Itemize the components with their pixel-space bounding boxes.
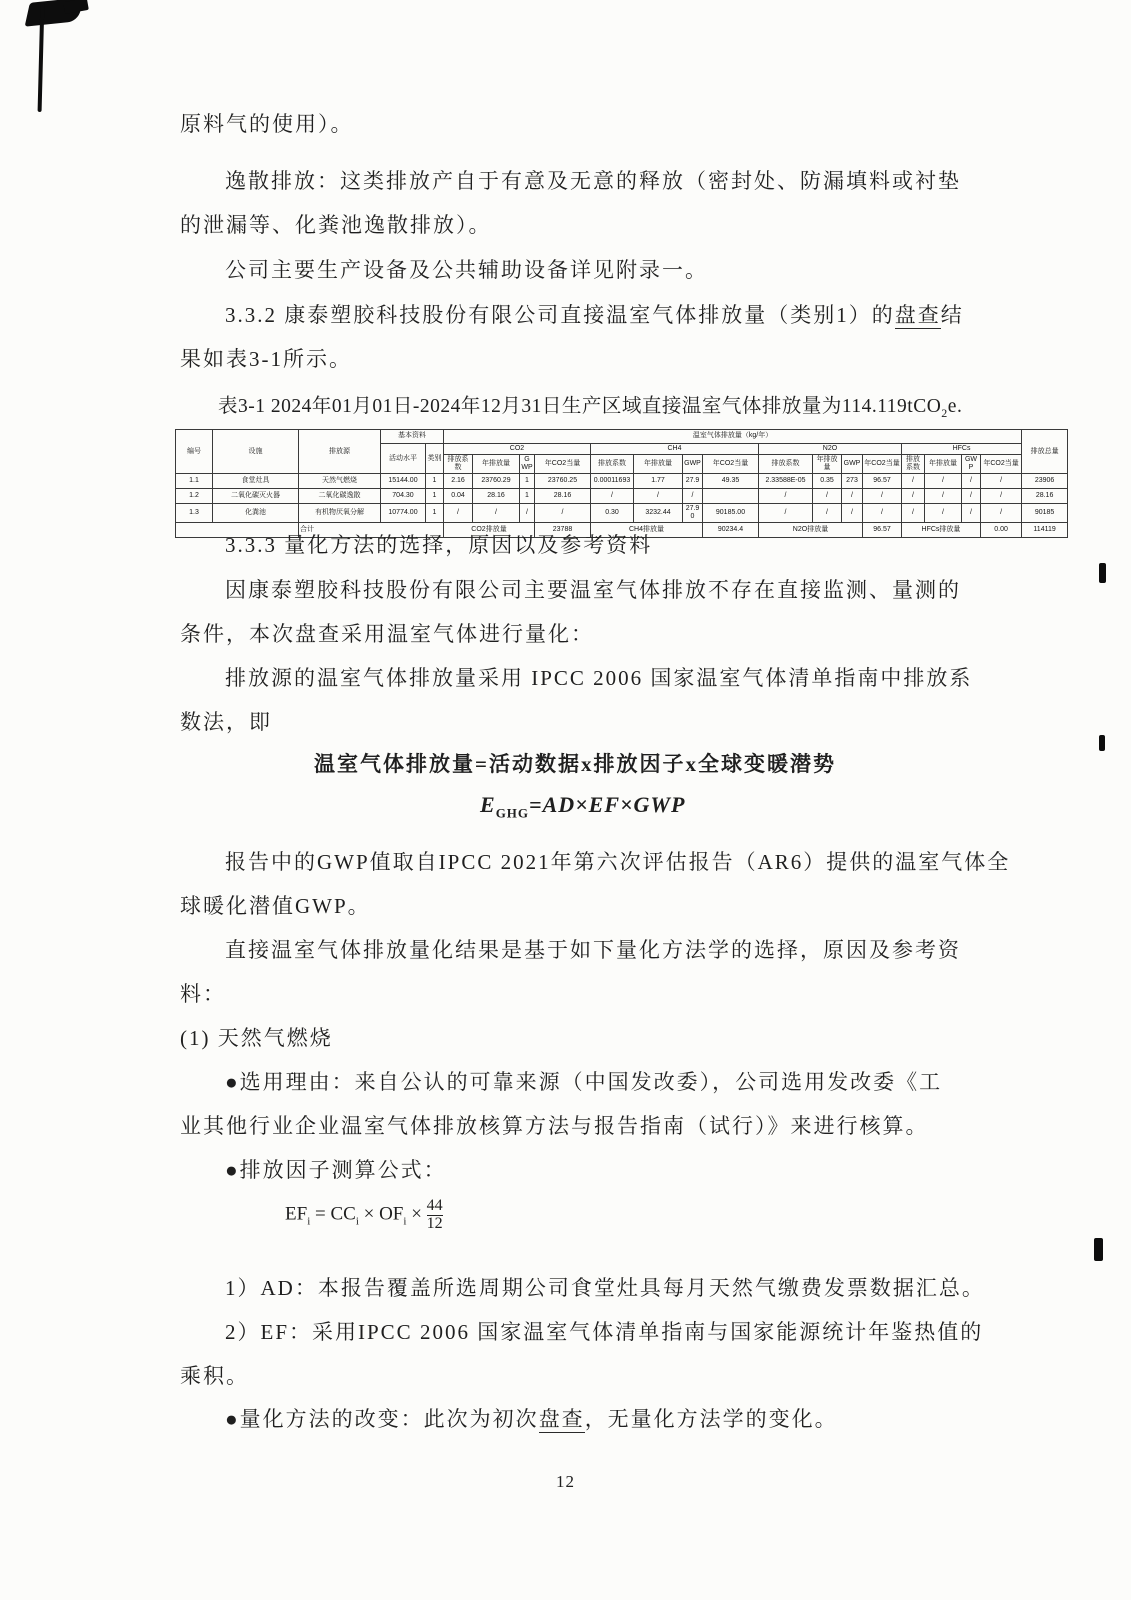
- cell: 49.35: [703, 474, 759, 489]
- paragraph-line: [225, 303, 964, 328]
- th-annual-emission: 年排放量: [634, 455, 683, 474]
- th-gas-ch4: CH4: [591, 444, 759, 455]
- th-total-emission: 排放总量: [1022, 430, 1068, 474]
- th-annual-co2e: 年CO2当量: [703, 455, 759, 474]
- caption-text: 表3-1 2024年01月01日-2024年12月31日生产区域直接温室气体排放量为114.119tCO: [218, 396, 942, 417]
- cell: /: [962, 489, 981, 504]
- cell: /: [842, 504, 863, 523]
- formula-op: = CC: [310, 1203, 356, 1225]
- emissions-table-3-1: [175, 429, 1068, 538]
- caption-text: e.: [947, 396, 963, 417]
- table-row: [176, 489, 1068, 504]
- totals-co2-value: 23788: [535, 523, 591, 538]
- paragraph-line: 的泄漏等、化粪池逸散排放）。: [180, 213, 492, 237]
- paragraph-line: 条件，本次盘查采用温室气体进行量化：: [180, 622, 594, 646]
- formula-var: EF: [285, 1203, 308, 1225]
- ef-formula: [285, 1198, 443, 1233]
- th-annual-co2e: 年CO2当量: [535, 455, 591, 474]
- cell: /: [902, 474, 925, 489]
- scan-artifact-right-mark-1: [1099, 563, 1106, 583]
- cell: /: [535, 504, 591, 523]
- text-segment: ，无量化方法学的变化。: [584, 1407, 838, 1431]
- paragraph-line: 球暖化潜值GWP。: [180, 894, 371, 918]
- cell: 704.30: [381, 489, 426, 504]
- th-emission-factor: 排放系数: [902, 455, 925, 474]
- cell: /: [981, 489, 1022, 504]
- bullet-line: [225, 1407, 838, 1432]
- ghg-formula: [480, 792, 685, 821]
- cell: 二氧化碳灭火器: [213, 489, 299, 504]
- cell: 23760.25: [535, 474, 591, 489]
- th-emission-factor: 排放系数: [444, 455, 473, 474]
- cell: /: [863, 504, 902, 523]
- cell: [703, 489, 759, 504]
- cell: 0.35: [813, 474, 842, 489]
- totals-co2-label: CO2排放量: [444, 523, 535, 538]
- cell: 2.33588E-05: [759, 474, 813, 489]
- cell: /: [902, 489, 925, 504]
- cell: 1.3: [176, 504, 213, 523]
- cell: 15144.00: [381, 474, 426, 489]
- cell: /: [813, 504, 842, 523]
- page-number: 12: [556, 1472, 575, 1491]
- th-gwp: GWP: [683, 455, 703, 474]
- totals-grand-value: 114119: [1022, 523, 1068, 538]
- th-gwp: GWP: [962, 455, 981, 474]
- cell: /: [962, 474, 981, 489]
- text-segment: 结: [940, 303, 964, 327]
- cell: 0.30: [591, 504, 634, 523]
- cell: 食堂灶具: [213, 474, 299, 489]
- cell: 3232.44: [634, 504, 683, 523]
- cell: 有机物厌氧分解: [299, 504, 381, 523]
- cell: 23906: [1022, 474, 1068, 489]
- scan-artifact-right-mark-2: [1099, 735, 1105, 751]
- cell: /: [981, 504, 1022, 523]
- paragraph-line: 报告中的GWP值取自IPCC 2021年第六次评估报告（AR6）提供的温室气体全: [225, 850, 1011, 874]
- cell: 2.16: [444, 474, 473, 489]
- fraction: [427, 1198, 443, 1233]
- cell: /: [759, 504, 813, 523]
- section-heading: 3.3.3 量化方法的选择，原因以及参考资料: [225, 533, 653, 557]
- cell: /: [473, 504, 520, 523]
- cell: 28.16: [1022, 489, 1068, 504]
- th-gas-co2: CO2: [444, 444, 591, 455]
- th-annual-emission: 年排放量: [813, 455, 842, 474]
- totals-ch4-label: CH4排放量: [591, 523, 703, 538]
- th-category: 类别: [426, 444, 444, 474]
- paragraph-line: 业其他行业企业温室气体排放核算方法与报告指南（试行）》来进行核算。: [180, 1114, 929, 1138]
- text-segment: 3.3.2 康泰塑胶科技股份有限公司直接温室气体排放量（类别1）的: [225, 303, 895, 327]
- cell: /: [634, 489, 683, 504]
- paragraph-line: 1）AD：本报告覆盖所选周期公司食堂灶具每月天然气缴费发票数据汇总。: [225, 1276, 985, 1300]
- formula-rest: =AD×EF×GWP: [529, 792, 686, 817]
- cell: 0.00011693: [591, 474, 634, 489]
- cell: 1.77: [634, 474, 683, 489]
- th-emission-factor: 排放系数: [759, 455, 813, 474]
- formula-op: × OF: [358, 1203, 404, 1225]
- cell: /: [591, 489, 634, 504]
- cell: /: [813, 489, 842, 504]
- th-gas-hfcs: HFCs: [902, 444, 1022, 455]
- cell: 0.04: [444, 489, 473, 504]
- cell: /: [925, 504, 962, 523]
- cell: 化粪池: [213, 504, 299, 523]
- th-ghg-group: 温室气体排放量（kg/年）: [444, 430, 1022, 444]
- fraction-numerator: 44: [426, 1197, 443, 1214]
- cell: 90185: [1022, 504, 1068, 523]
- cell: 96.57: [863, 474, 902, 489]
- ghg-equation-text: 温室气体排放量=活动数据x排放因子x全球变暖潜势: [314, 752, 836, 776]
- cell: /: [759, 489, 813, 504]
- bullet-line: ●排放因子测算公式：: [225, 1158, 447, 1182]
- th-facility: 设施: [213, 430, 299, 474]
- cell: 28.16: [535, 489, 591, 504]
- cell: 273: [842, 474, 863, 489]
- paragraph-line: 2）EF：采用IPCC 2006 国家温室气体清单指南与国家能源统计年鉴热值的: [225, 1320, 984, 1344]
- scan-artifact-right-mark-3: [1094, 1238, 1103, 1261]
- formula-subscript: GHG: [495, 805, 530, 821]
- totals-n2o-label: N2O排放量: [759, 523, 863, 538]
- cell: /: [683, 489, 703, 504]
- cell: /: [444, 504, 473, 523]
- fraction-denominator: 12: [426, 1214, 443, 1232]
- formula-subscript: i: [355, 1215, 359, 1228]
- cell: 23760.29: [473, 474, 520, 489]
- cell: 天然气燃烧: [299, 474, 381, 489]
- cell: 90185.00: [703, 504, 759, 523]
- cell: 1: [520, 474, 535, 489]
- totals-hfcs-value: 0.00: [981, 523, 1022, 538]
- caption-subscript: 2: [941, 405, 948, 420]
- paragraph-line: 原料气的使用）。: [180, 112, 354, 136]
- cell: 27.90: [683, 504, 703, 523]
- table-caption: [218, 390, 962, 421]
- totals-hfcs-label: HFCs排放量: [902, 523, 981, 538]
- cell: /: [842, 489, 863, 504]
- th-gas-n2o: N2O: [759, 444, 902, 455]
- totals-label: 合计: [299, 523, 444, 538]
- scan-artifact-top-left-blob2: [63, 0, 89, 14]
- table-row: [176, 504, 1068, 523]
- cell: /: [925, 474, 962, 489]
- cell: 1: [426, 504, 444, 523]
- cell: 二氧化碳逸散: [299, 489, 381, 504]
- text-segment: ●量化方法的改变：此次为初次: [225, 1407, 539, 1431]
- th-gwp: GWP: [842, 455, 863, 474]
- paragraph-line: 逸散排放：这类排放产自于有意及无意的释放（密封处、防漏填料或衬垫: [225, 169, 961, 193]
- paragraph-line: 排放源的温室气体排放量采用 IPCC 2006 国家温室气体清单指南中排放系: [225, 666, 973, 690]
- th-number: 编号: [176, 430, 213, 474]
- cell: /: [902, 504, 925, 523]
- formula-var: E: [480, 792, 496, 817]
- list-item: (1) 天然气燃烧: [180, 1026, 333, 1050]
- table-row: [176, 474, 1068, 489]
- cell: 27.9: [683, 474, 703, 489]
- formula-subscript: i: [403, 1215, 407, 1228]
- paragraph-line: 数法，即: [180, 710, 272, 734]
- bullet-line: ●选用理由：来自公认的可靠来源（中国发改委），公司选用发改委《工: [225, 1070, 943, 1094]
- paragraph-line: 直接温室气体排放量化结果是基于如下量化方法学的选择，原因及参考资: [225, 938, 961, 962]
- totals-n2o-value: 96.57: [863, 523, 902, 538]
- th-annual-emission: 年排放量: [925, 455, 962, 474]
- th-annual-co2e: 年CO2当量: [863, 455, 902, 474]
- cell: 1: [520, 489, 535, 504]
- formula-subscript: i: [307, 1215, 311, 1228]
- formula-op: ×: [406, 1203, 427, 1225]
- th-emission-factor: 排放系数: [591, 455, 634, 474]
- underlined-text: 盘查: [538, 1407, 585, 1431]
- paragraph-line: 料：: [180, 982, 226, 1006]
- underlined-text: 盘查: [894, 303, 941, 327]
- th-source: 排放源: [299, 430, 381, 474]
- cell: 1.2: [176, 489, 213, 504]
- th-basic-data-group: 基本资料: [381, 430, 444, 444]
- cell: 1: [426, 489, 444, 504]
- cell: /: [925, 489, 962, 504]
- cell: 28.16: [473, 489, 520, 504]
- paragraph-line: 因康泰塑胶科技股份有限公司主要温室气体排放不存在直接监测、量测的: [225, 578, 961, 602]
- th-gwp: GWP: [520, 455, 535, 474]
- cell: /: [863, 489, 902, 504]
- cell: /: [981, 474, 1022, 489]
- th-activity-level: 活动水平: [381, 444, 426, 474]
- totals-ch4-value: 90234.4: [703, 523, 759, 538]
- th-annual-co2e: 年CO2当量: [981, 455, 1022, 474]
- paragraph-line: 乘积。: [180, 1364, 249, 1388]
- th-annual-emission: 年排放量: [473, 455, 520, 474]
- paragraph-line: 果如表3-1所示。: [180, 347, 352, 371]
- cell: 10774.00: [381, 504, 426, 523]
- cell: 1: [426, 474, 444, 489]
- cell: /: [962, 504, 981, 523]
- cell: /: [520, 504, 535, 523]
- paragraph-line: 公司主要生产设备及公共辅助设备详见附录一。: [225, 258, 708, 282]
- cell: 1.1: [176, 474, 213, 489]
